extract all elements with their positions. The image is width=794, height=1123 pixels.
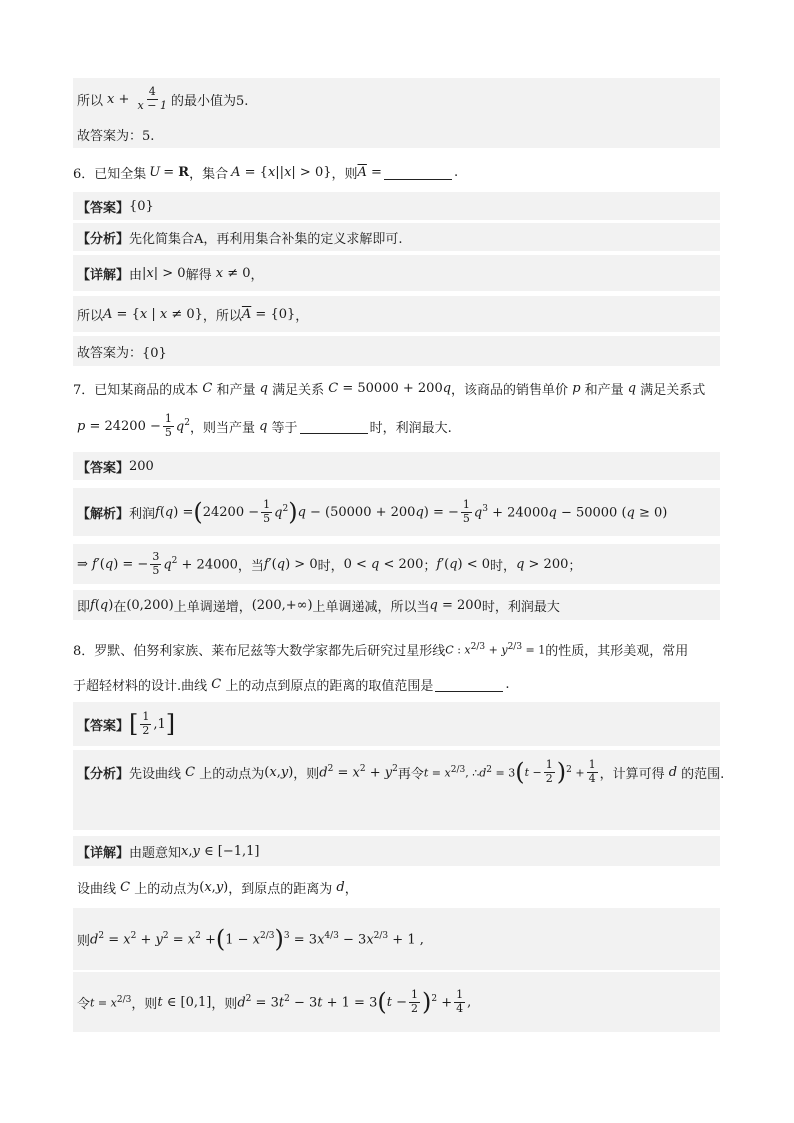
analysis-8: 【分析】 先设曲线 C 上的动点为 (x,y) ，则 $d^2 = x^2 + y^2$ 再令 $t = x^{2/3}$, $\therefore d^2 = 3$ ( t − $\frac{1}{2}$ ) $^2$ + $\frac{1}{4}$ ，计算可得 d 的范围. bbox=[73, 750, 720, 794]
detail-8: 【详解】 由题意知 x,y ∈ [−1,1] bbox=[73, 836, 720, 866]
detail-6c: 故答案为：{0} bbox=[73, 336, 720, 366]
answer-6: 【答案】 {0} bbox=[73, 192, 720, 220]
answer-8: 【答案】 [ $\frac{1}{2}$ ,1 ] bbox=[73, 702, 720, 746]
solution-7b: ⇒ f′(q) = − $\frac{3}{5}$ $q^2 + 24000$ ，当 f′(q) > 0 时， 0 < q < 200 ； f′(q) < 0 时， q > 200 ； bbox=[73, 544, 720, 584]
answer-7: 【答案】 200 bbox=[73, 452, 720, 480]
detail-8c: 则 $d^2 = x^2 + y^2 = x^2$ + ( $1 - x^{2/3}$ ) $^3 = 3x^{4/3} - 3x^{2/3} + 1$ , bbox=[73, 908, 720, 970]
detail-6b: 所以 A = {x | x ≠ 0} ，所以 $\overline{A} = \{0\}$ ， bbox=[73, 296, 720, 332]
question-6: 6． 已知全集 U = R ，集合 A = {x||x| > 0} ，则 $\overline{A}$ = . bbox=[73, 164, 459, 182]
solution-7c: 即 f(q) 在 (0,200) 上单调递增， (200,+∞) 上单调递减，所以当 q = 200 时，利润最大 bbox=[73, 590, 720, 620]
summary-line: 所以 x + $\frac{4}{x - 1}$ 的最小值为5. bbox=[73, 78, 720, 120]
analysis-8-spacer bbox=[73, 794, 720, 830]
detail-8d: 令 $t = x^{2/3}$ ，则 t ∈ [0,1] ，则 $d^2 = 3t^2 - 3t + 1 = 3$ ( t − $\frac{1}{2}$ ) $^2$ + $\frac{1}{4}$ , bbox=[73, 972, 720, 1032]
answer-blank bbox=[384, 165, 452, 180]
answer-line: 故答案为：5. bbox=[73, 120, 720, 148]
detail-6: 【详解】 由 |x| > 0 解得 x ≠ 0 ， bbox=[73, 255, 720, 291]
question-7b: p = 24200 − $\frac{1}{5}$ $q^2$ ，则当产量 q 等于 时，利润最大. bbox=[77, 411, 452, 439]
answer-blank bbox=[435, 677, 503, 692]
answer-blank bbox=[300, 419, 368, 434]
solution-7: 【解析】 利润 f(q) = ( 24200 − $\frac{1}{5}$ $q^2$ ) q − (50000 + 200q) = − $\frac{1}{5}$ $q^3 + 24000q - 50000$ (q ≥ 0) bbox=[73, 488, 720, 536]
analysis-6: 【分析】 先化简集合A，再利用集合补集的定义求解即可. bbox=[73, 223, 720, 251]
question-7: 7． 已知某商品的成本 C 和产量 q 满足关系 C = 50000 + 200q ，该商品的销售单价 p 和产量 q 满足关系式 bbox=[73, 380, 706, 398]
question-8: 8． 罗默、伯努利家族、莱布尼兹等大数学家都先后研究过星形线 C : $x^{2/3} + y^{2/3} = 1$ 的性质，其形美观，常用 bbox=[73, 641, 689, 659]
detail-8b: 设曲线 C 上的动点为 (x,y) ，到原点的距离为 d ， bbox=[77, 879, 358, 897]
question-8b: 于超轻材料的设计.曲线 C 上的动点到原点的距离的取值范围是 . bbox=[73, 676, 510, 694]
fraction: $\frac{4}{x - 1}$ bbox=[137, 84, 167, 112]
